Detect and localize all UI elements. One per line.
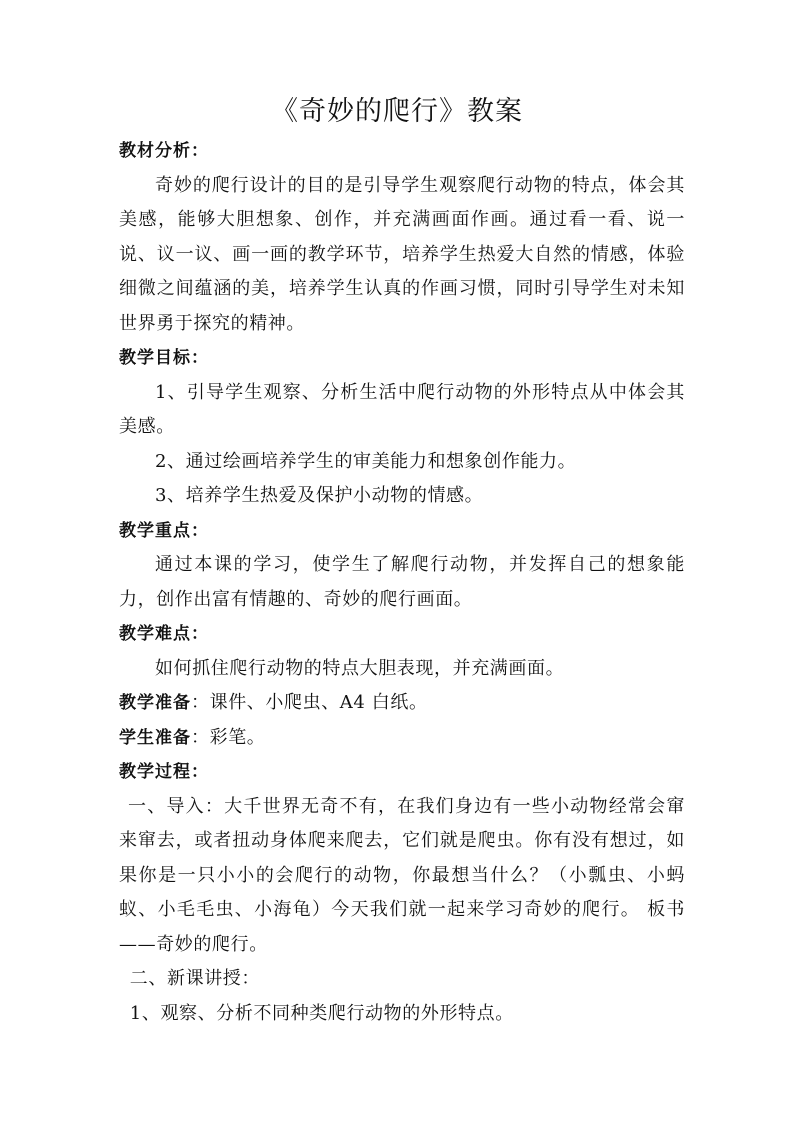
student-prep-text: ：彩笔。 xyxy=(191,726,266,748)
difficulties-paragraph: 如何抓住爬行动物的特点大胆表现，并充满画面。 xyxy=(155,657,565,679)
student-prep-label: 学生准备 xyxy=(119,727,191,748)
page-title: 《奇妙的爬行》教案 xyxy=(271,96,523,127)
goal-item-3: 3、培养学生热爱及保护小动物的情感。 xyxy=(155,485,484,506)
teacher-prep-label: 教学准备 xyxy=(119,693,191,713)
analysis-heading: 教材分析： xyxy=(119,141,209,161)
process-heading: 教学过程： xyxy=(119,762,209,782)
student-prep-line xyxy=(119,721,685,756)
document-body xyxy=(119,134,685,1031)
process-intro-paragraph: 一、导入：大千世界无奇不有，在我们身边有一些小动物经常会窜来窜去，或者扭动身体爬来爬去，它们就是爬虫。你有没有想过，如果你是一只小小的会爬行的动物，你最想当什么？（小瓢虫、小蚂蚁、小毛毛虫、小海龟）今天我们就一起来学习奇妙的爬行。 板书——奇妙的爬行。 xyxy=(119,795,685,955)
goal-item-2: 2、通过绘画培养学生的审美能力和想象创作能力。 xyxy=(155,450,577,472)
key-points-paragraph: 通过本课的学习，使学生了解爬行动物，并发挥自己的想象能力，创作出富有情趣的、奇妙的爬行画面。 xyxy=(119,554,685,610)
teacher-prep-text: ：课件、小爬虫、A4 白纸。 xyxy=(191,692,428,713)
goals-heading: 教学目标： xyxy=(119,348,209,368)
difficulties-heading: 教学难点： xyxy=(119,624,209,644)
lesson-step-1: 1、观察、分析不同种类爬行动物的外形特点。 xyxy=(129,1002,514,1024)
key-points-heading: 教学重点： xyxy=(119,520,209,541)
new-lesson-heading: 二、新课讲授： xyxy=(129,968,260,989)
analysis-paragraph: 奇妙的爬行设计的目的是引导学生观察爬行动物的特点，体会其美感，能够大胆想象、创作，并充满画面作画。通过看一看、说一说、议一议、画一画的教学环节，培养学生热爱大自然的情感，体验细微之间蕴涵的美，培养学生认真的作画习惯，同时引导学生对未知世界勇于探究的精神。 xyxy=(119,174,685,334)
goal-item-1: 1、引导学生观察、分析生活中爬行动物的外形特点从中体会其美感。 xyxy=(119,381,685,437)
teacher-prep-line xyxy=(119,686,685,721)
